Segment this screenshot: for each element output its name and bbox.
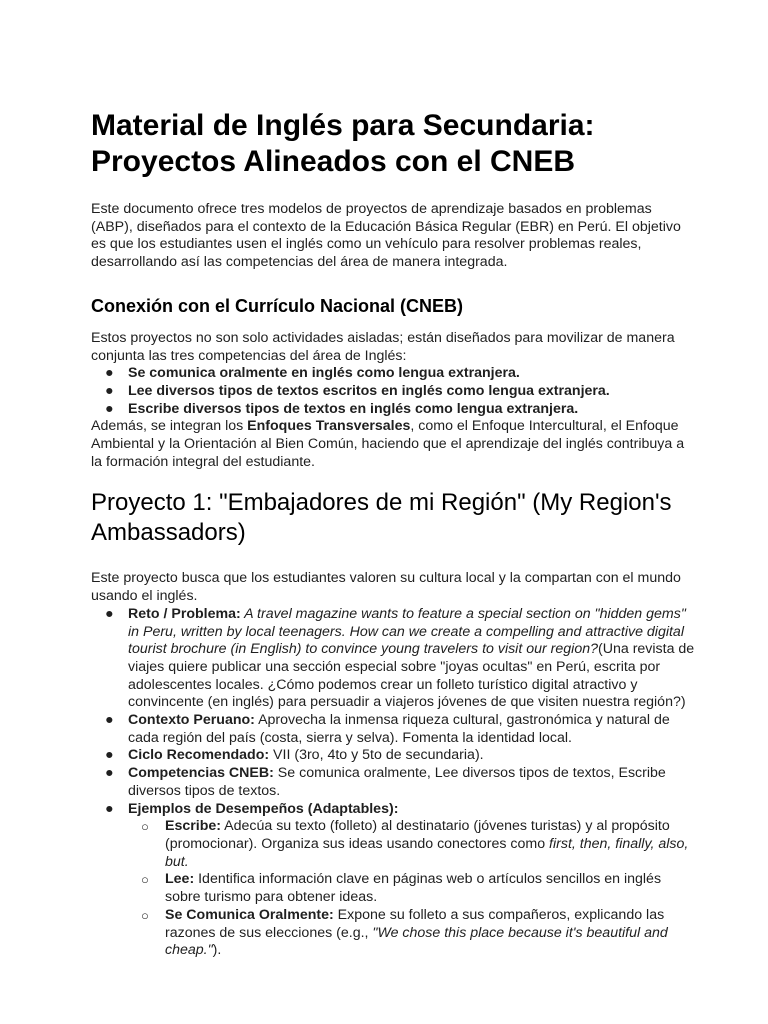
circle-bullet-icon: ○	[141, 819, 149, 835]
competencias-list	[91, 365, 696, 418]
list-item-contexto: ● Contexto Peruano: Aprovecha la inmensa riqueza cultural, gastronómica y natural de cada región del país (costa, sierra y selva). Fomenta la identidad local.	[105, 712, 670, 746]
bullet-icon: ●	[105, 765, 114, 782]
enfoques-paragraph: Además, se integran los Enfoques Transversales, como el Enfoque Intercultural, el Enfoque Ambiental y la Orientación al Bien Común, haciendo que el aprendizaje del inglés contribuya a la formación integral del estudiante.	[91, 418, 685, 470]
proyecto1-list	[91, 606, 696, 960]
list-item: ● Escribe diversos tipos de textos en inglés como lengua extranjera.	[105, 400, 579, 417]
bullet-icon: ●	[105, 712, 114, 729]
list-item-ciclo: ● Ciclo Recomendado: VII (3ro, 4to y 5to de secundaria).	[105, 747, 484, 764]
bullet-icon: ●	[105, 382, 114, 399]
sub-item-oral: ○ Se Comunica Oralmente: Expone su folleto a sus compañeros, explicando las razones de sus elecciones (e.g., "We chose this place because it's beautiful and cheap.").	[141, 906, 668, 959]
circle-bullet-icon: ○	[141, 907, 149, 923]
desempenos-list	[128, 818, 696, 960]
bullet-icon: ●	[105, 747, 114, 764]
sub-item-escribe: ○ Escribe: Adecúa su texto (folleto) al destinatario (jóvenes turistas) y al propósito (promocionar). Organiza sus ideas usando conectores como first, then, finally, also, but.	[141, 818, 689, 870]
bullet-icon: ●	[105, 400, 114, 417]
list-item: ● Lee diversos tipos de textos escritos en inglés como lengua extranjera.	[105, 382, 610, 399]
bullet-icon: ●	[105, 800, 114, 817]
bullet-icon: ●	[105, 365, 114, 382]
proyecto1-intro: Este proyecto busca que los estudiantes valoren su cultura local y la compartan con el mundo usando el inglés.	[91, 570, 681, 605]
intro-paragraph: Este documento ofrece tres modelos de proyectos de aprendizaje basados en problemas (ABP), diseñados para el contexto de la Educación Básica Regular (EBR) en Perú. El objetivo es que los estudiantes usen el inglés como un vehículo para resolver problemas reales, desarrollando así las competencias del área de manera integrada.	[91, 201, 681, 271]
cneb-heading: Conexión con el Currículo Nacional (CNEB)	[91, 295, 464, 316]
list-item-reto: ● Reto / Problema: A travel magazine wants to feature a special section on "hidden gems" in Peru, written by local teenagers. How can we create a compelling and attractive digital tourist brochure (in English) to convince young travelers to visit our region?(Una revista de viajes quiere publicar una sección especial sobre "joyas ocultas" en Perú, escrita por adolescentes locales. ¿Cómo podemos crear un folleto turístico digital atractivo y convincente (en inglés) para persuadir a viajeros jóvenes de que visiten nuestra región?)	[105, 605, 695, 711]
proyecto1-heading: Proyecto 1: "Embajadores de mi Región" (My Region's Ambassadors)	[91, 489, 672, 547]
circle-bullet-icon: ○	[141, 872, 149, 888]
sub-item-lee: ○ Lee: Identifica información clave en páginas web o artículos sencillos en inglés sobre turismo para obtener ideas.	[141, 871, 662, 906]
bullet-icon: ●	[105, 605, 114, 622]
list-item-ejemplos: ● Ejemplos de Desempeños (Adaptables): ○ Escribe: Adecúa su texto (folleto) al destinatario (jóvenes turistas) y al propósito (promocionar). Organiza sus ideas usando conectores como first, then, finally, also, but. ○ Lee: Identifica información clave en páginas web o artículos sencillos en inglés sobre turismo para obtener ideas. ○ Se Comunica Oralmente: Expone su folleto a sus compañeros, explicando las razones de sus elecciones (e.g., "We chose this place because it's beautiful and cheap.").	[91, 801, 696, 960]
document-title: Material de Inglés para Secundaria: Proyectos Alineados con el CNEB	[91, 109, 595, 178]
list-item-competencias: ● Competencias CNEB: Se comunica oralmente, Lee diversos tipos de textos, Escribe diversos tipos de textos.	[105, 765, 666, 799]
list-item: ● Se comunica oralmente en inglés como lengua extranjera.	[105, 365, 520, 382]
cneb-intro: Estos proyectos no son solo actividades aisladas; están diseñados para movilizar de manera conjunta las tres competencias del área de Inglés:	[91, 329, 675, 364]
